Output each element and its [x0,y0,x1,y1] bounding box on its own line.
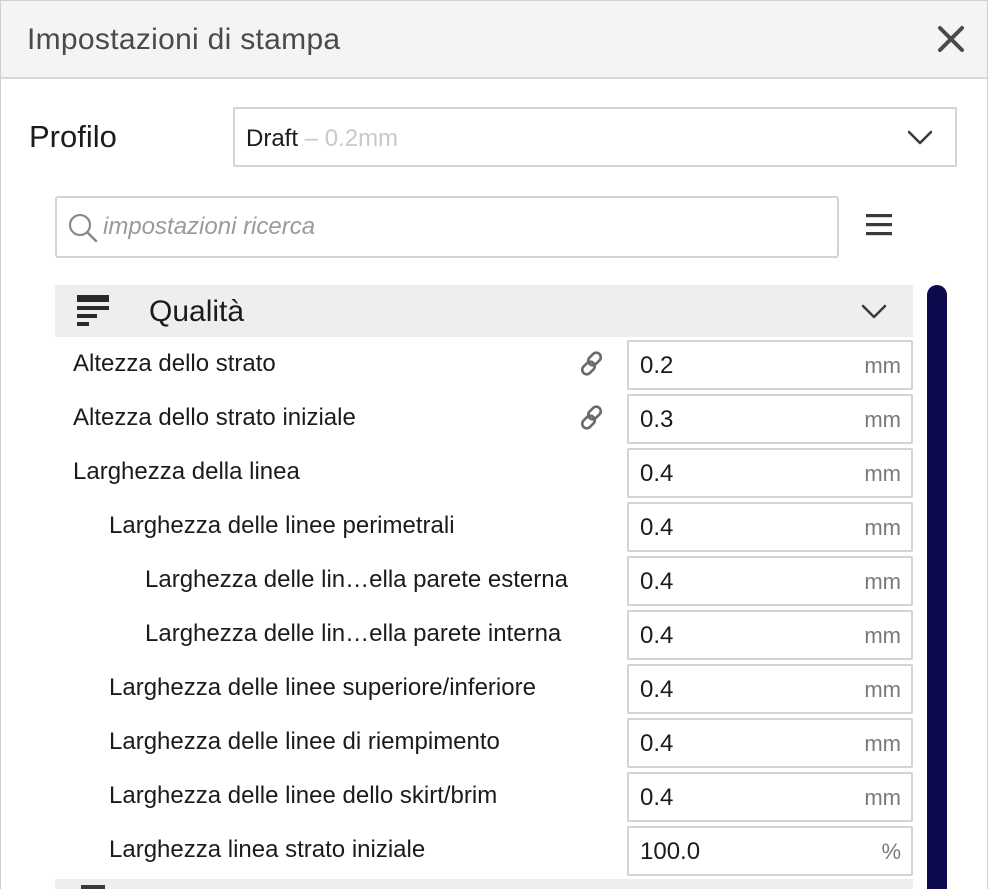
search-input[interactable] [103,206,823,248]
profile-name: Draft [246,125,299,152]
setting-unit: mm [864,677,901,702]
profile-dropdown[interactable] [233,107,957,167]
chevron-down-icon [861,301,887,321]
setting-value: 0.4 [640,568,674,595]
setting-label: Larghezza linea strato iniziale [109,836,426,863]
setting-label: Larghezza delle linee perimetrali [109,512,455,539]
setting-value-field[interactable] [627,610,913,660]
quality-layers-icon [75,293,113,329]
setting-row [55,499,913,553]
setting-row [55,661,913,715]
link-icon[interactable] [577,349,607,379]
setting-value: 100.0 [640,838,701,865]
setting-row [55,391,913,445]
setting-unit: mm [864,731,901,756]
setting-row [55,769,913,823]
settings-menu-button[interactable] [863,210,897,240]
setting-unit: mm [864,569,901,594]
setting-value: 0.2 [640,352,674,379]
scrollbar-thumb[interactable] [927,285,947,889]
search-box [55,196,839,258]
close-button[interactable] [935,23,967,55]
setting-unit: mm [864,353,901,378]
setting-row [55,607,913,661]
setting-label: Larghezza delle linee superiore/inferiore [109,674,536,701]
setting-unit: mm [864,785,901,810]
setting-label: Larghezza delle linee dello skirt/brim [109,782,498,809]
setting-unit: mm [864,461,901,486]
setting-label: Larghezza delle lin…ella parete interna [145,620,562,647]
setting-label: Altezza dello strato iniziale [73,404,356,431]
profile-label: Profilo [29,119,117,154]
setting-row [55,553,913,607]
chevron-down-icon [907,127,933,147]
setting-value-field[interactable] [627,718,913,768]
setting-label: Larghezza delle linee di riempimento [109,728,500,755]
setting-unit: % [881,839,901,864]
setting-row [55,715,913,769]
setting-unit: mm [864,515,901,540]
setting-unit: mm [864,407,901,432]
settings-list [55,337,913,877]
close-icon [935,23,967,55]
setting-value-field[interactable] [627,340,913,390]
link-icon[interactable] [577,403,607,433]
search-icon [67,212,99,244]
setting-value: 0.4 [640,460,674,487]
setting-value-field[interactable] [627,502,913,552]
setting-unit: mm [864,623,901,648]
setting-value: 0.4 [640,514,674,541]
setting-row [55,823,913,877]
setting-value: 0.4 [640,730,674,757]
setting-value: 0.3 [640,406,674,433]
section-header-quality[interactable] [55,285,913,337]
setting-value-field[interactable] [627,664,913,714]
setting-value-field[interactable] [627,826,913,876]
setting-value: 0.4 [640,622,674,649]
setting-value-field[interactable] [627,394,913,444]
setting-row [55,445,913,499]
setting-value-field[interactable] [627,448,913,498]
panel-title: Impostazioni di stampa [27,23,341,56]
hamburger-menu-icon [863,210,897,240]
section-title: Qualità [149,295,245,328]
title-bar [1,1,987,79]
section-icon [81,885,105,889]
setting-label: Larghezza della linea [73,458,300,485]
setting-label: Altezza dello strato [73,350,276,377]
setting-row [55,337,913,391]
setting-value: 0.4 [640,784,674,811]
profile-detail: – 0.2mm [298,125,399,152]
setting-value-field[interactable] [627,556,913,606]
setting-label: Larghezza delle lin…ella parete esterna [145,566,568,593]
setting-value-field[interactable] [627,772,913,822]
setting-value: 0.4 [640,676,674,703]
profile-value [246,125,398,153]
